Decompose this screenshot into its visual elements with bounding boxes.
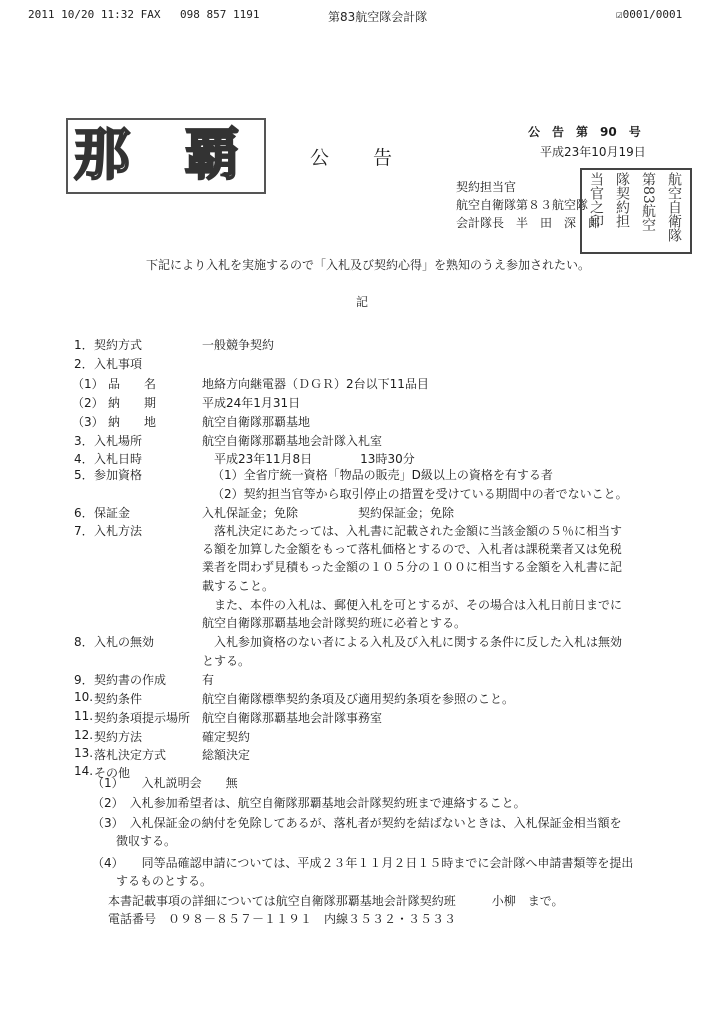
- seal-col-3: 隊契約担: [614, 172, 630, 228]
- item-value: （2）契約担当官等から取引停止の措置を受けている期間中の者でないこと。: [212, 487, 628, 501]
- item-label: 契約条項提示場所: [94, 711, 191, 725]
- stamp-char-1: 那: [74, 122, 130, 188]
- item-label: 契約方式: [94, 338, 143, 352]
- document-title: 公 告: [310, 147, 395, 169]
- item-value: 業者を問わず見積もった金額の１０５分の１００に相当する金額を入札書に記: [202, 560, 623, 574]
- contact-phone: 電話番号 ０９８－８５７－１１９１ 内線３５３２・３５３３: [108, 912, 457, 926]
- other-item: （2） 入札参加希望者は、航空自衛隊那覇基地会計隊契約班まで連絡すること。: [92, 796, 526, 810]
- fax-datetime: 2011 10/20 11:32 FAX: [28, 8, 161, 21]
- item-number: 12.: [74, 728, 94, 742]
- seal-col-4: 当官之印: [588, 172, 604, 228]
- item-value: 航空自衛隊標準契約条項及び適用契約条項を参照のこと。: [202, 692, 515, 706]
- item-value: 平成23年11月8日 13時30分: [202, 452, 415, 466]
- stamp-char-2: 覇: [184, 122, 240, 188]
- other-item: （1） 入札説明会 無: [92, 776, 238, 790]
- other-item: 徴収する。: [116, 834, 177, 848]
- issuer-line-1: 契約担当官: [456, 180, 517, 194]
- item-label: その他: [94, 766, 131, 780]
- item-number: 10.: [74, 690, 94, 704]
- item-number: （2）: [72, 396, 104, 410]
- item-label: 入札の無効: [94, 635, 155, 649]
- item-value: る額を加算した金額をもって落札価格とするので、入札者は課税業者又は免税: [202, 542, 622, 556]
- item-value: 入札保証金；免除 契約保証金；免除: [202, 506, 455, 520]
- item-value: 確定契約: [202, 730, 251, 744]
- item-value: 載すること。: [202, 579, 275, 593]
- issuer-line-3: 会計隊長 半 田 深 郎: [456, 216, 601, 230]
- item-label: 入札事項: [94, 357, 143, 371]
- item-value: また、本件の入札は、郵便入札を可とするが、その場合は入札日前日までに: [202, 598, 623, 612]
- item-number: 8．: [74, 635, 94, 649]
- item-number: 13.: [74, 746, 94, 760]
- item-value: とする。: [202, 654, 251, 668]
- fax-page: ☑0001/0001: [616, 8, 683, 21]
- other-item: 本書記載事項の詳細については航空自衛隊那覇基地会計隊契約班 小柳 まで。: [108, 894, 564, 908]
- item-label: 品 名: [108, 377, 157, 391]
- seal-col-2: 第83航空: [640, 172, 656, 232]
- item-value: 平成24年1月31日: [202, 396, 301, 410]
- item-number: 7．: [74, 524, 94, 538]
- item-label: 契約条件: [94, 692, 143, 706]
- item-value: 有: [202, 673, 215, 687]
- naha-stamp: [66, 118, 266, 194]
- item-number: 2．: [74, 357, 94, 371]
- notice-number: 公 告 第 90 号: [528, 125, 641, 139]
- item-number: （3）: [72, 415, 104, 429]
- notice-date: 平成23年10月19日: [540, 145, 646, 159]
- item-number: （1）: [72, 377, 104, 391]
- item-number: 6．: [74, 506, 94, 520]
- item-value: 入札参加資格のない者による入札及び入札に関する条件に反した入札は無効: [202, 635, 623, 649]
- item-number: 3．: [74, 434, 94, 448]
- other-item: するものとする。: [116, 874, 213, 888]
- item-value: 落札決定にあたっては、入札書に記載された金額に当該金額の５％に相当す: [202, 524, 623, 538]
- fax-sender: 第83航空隊会計隊: [328, 10, 428, 24]
- seal-col-1: 航空自衛隊: [666, 172, 682, 242]
- item-value: 航空自衛隊那覇基地会計隊入札室: [202, 434, 383, 448]
- item-number: 4．: [74, 452, 94, 466]
- official-seal: [580, 168, 692, 254]
- item-value: 総額決定: [202, 748, 251, 762]
- issuer-line-2: 航空自衛隊第８３航空隊: [456, 198, 589, 212]
- item-label: 落札決定方式: [94, 748, 167, 762]
- item-number: 5．: [74, 468, 94, 482]
- item-number: 1．: [74, 338, 94, 352]
- item-label: 契約書の作成: [94, 673, 167, 687]
- item-label: 納 期: [108, 396, 157, 410]
- item-label: 入札日時: [94, 452, 143, 466]
- item-value: 航空自衛隊那覇基地会計隊事務室: [202, 711, 383, 725]
- item-label: 入札場所: [94, 434, 143, 448]
- fax-number: 098 857 1191: [180, 8, 260, 21]
- item-label: 参加資格: [94, 468, 143, 482]
- item-value: 航空自衛隊那覇基地: [202, 415, 311, 429]
- other-item: （4） 同等品確認申請については、平成２３年１１月２日１５時までに会計隊へ申請書類等を提出: [92, 856, 634, 870]
- intro-text: 下記により入札を実施するので「入札及び契約心得」を熟知のうえ参加されたい。: [146, 258, 591, 272]
- item-label: 契約方法: [94, 730, 143, 744]
- item-value: 一般競争契約: [202, 338, 275, 352]
- item-number: 9．: [74, 673, 94, 687]
- other-item: （3） 入札保証金の納付を免除してあるが、落札者が契約を結ばないときは、入札保証金相当額を: [92, 816, 622, 830]
- item-number: 11.: [74, 709, 94, 723]
- item-value: 地絡方向継電器（ＤＧＲ）2台以下11品目: [202, 377, 429, 391]
- item-value: （1）全省庁統一資格「物品の販売」D級以上の資格を有する者: [212, 468, 553, 482]
- item-number: 14.: [74, 764, 94, 778]
- item-label: 納 地: [108, 415, 157, 429]
- item-label: 保証金: [94, 506, 131, 520]
- ki-heading: 記: [356, 295, 369, 309]
- item-label: 入札方法: [94, 524, 143, 538]
- item-value: 航空自衛隊那覇基地会計隊契約班に必着とする。: [202, 616, 467, 630]
